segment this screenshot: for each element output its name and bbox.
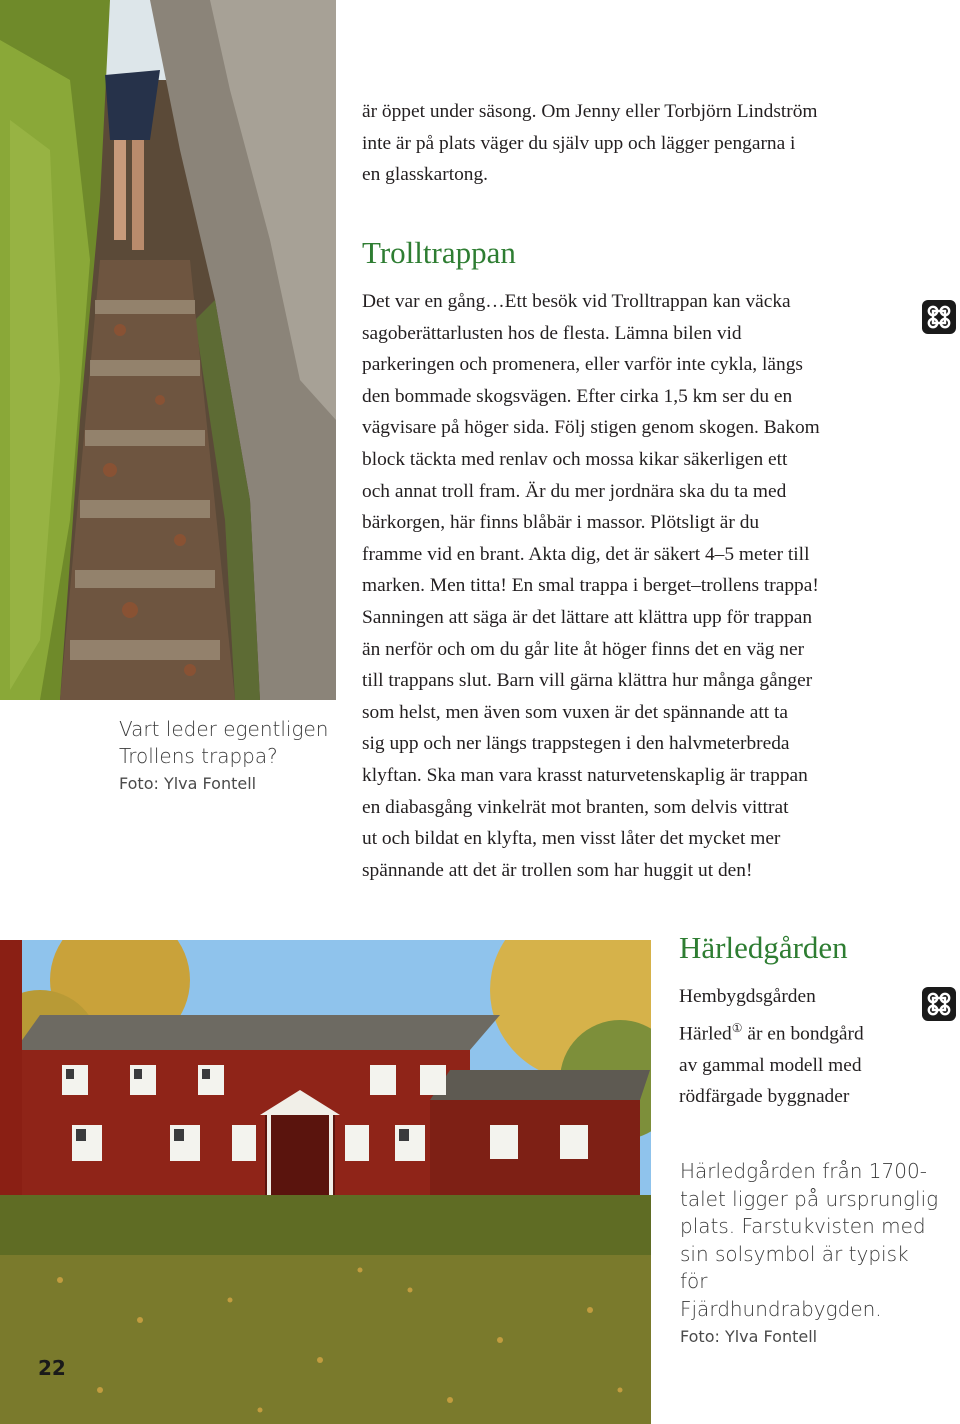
text-line: Sanningen att säga är det lättare att klättra upp för trappan bbox=[362, 606, 813, 628]
text-line: framme vid en brant. Akta dig, det är säkert 4–5 meter till bbox=[362, 543, 810, 565]
map-marker-icon: ① bbox=[731, 1020, 743, 1035]
text-line: den bommade skogsvägen. Efter cirka 1,5 km ser du en bbox=[362, 385, 793, 407]
text-line: av gammal modell med bbox=[679, 1054, 862, 1076]
text-line: är öppet under säsong. Om Jenny eller Torbjörn Lindström bbox=[362, 101, 818, 122]
trolltrappan-paragraph bbox=[362, 286, 910, 886]
text-line: och annat troll fram. Är du mer jordnära ska du ta med bbox=[362, 480, 787, 502]
text-line: en diabasgång vinkelrät mot branten, som delvis vittrat bbox=[362, 796, 789, 818]
text-line: Hembygdsgården bbox=[679, 986, 816, 1007]
caption-line: Vart leder egentligen bbox=[119, 717, 329, 741]
text-line: Det var en gång…Ett besök vid Trolltrappan kan väcka bbox=[362, 291, 791, 312]
trolltrappan-photo-caption bbox=[119, 716, 329, 796]
text-line: inte är på plats väger du själv upp och lägger pengarna i bbox=[362, 132, 796, 154]
trolltrappan-heading: Trolltrappan bbox=[362, 235, 516, 270]
page-number: 22 bbox=[38, 1356, 66, 1380]
text-line: klyftan. Ska man vara krasst naturvetenskaplig är trappan bbox=[362, 764, 808, 786]
text-line: som helst, men även som vuxen är det spännande att ta bbox=[362, 701, 788, 723]
trolltrappan-photo bbox=[0, 0, 336, 700]
text-line: block täckta med renlav och mossa kikar säkerligen ett bbox=[362, 448, 788, 470]
text-line: än nerför och om du går lite åt höger finns det en väg ner bbox=[362, 638, 805, 660]
text-fragment: är en bondgård bbox=[742, 1023, 864, 1045]
caption-line: Trollens trappa? bbox=[119, 744, 278, 768]
caption-line: Härledgården från 1700- bbox=[680, 1159, 927, 1183]
caption-line: plats. Farstukvisten med bbox=[680, 1214, 926, 1238]
text-line: till trappans slut. Barn vill gärna klättra hur många gånger bbox=[362, 670, 813, 692]
command-symbol-icon bbox=[922, 300, 956, 334]
text-line: vägvisare på höger sida. Följ stigen genom skogen. Bakom bbox=[362, 417, 820, 439]
text-line: spännande att det är trollen som har huggit ut den! bbox=[362, 859, 753, 881]
text-line: sagoberättarlusten hos de flesta. Lämna bilen vid bbox=[362, 322, 742, 344]
intro-paragraph bbox=[362, 96, 902, 191]
harledgarden-heading: Härledgården bbox=[679, 930, 848, 965]
caption-line: sin solsymbol är typisk för bbox=[680, 1241, 909, 1293]
text-line: marken. Men titta! En smal trappa i berget–trollens trappa! bbox=[362, 575, 819, 597]
text-line: en glasskartong. bbox=[362, 164, 489, 186]
text-line: rödfärgade byggnader bbox=[679, 1086, 850, 1108]
caption-line: Fjärdhundrabygden. bbox=[680, 1296, 882, 1321]
photo-credit: Foto: Ylva Fontell bbox=[119, 774, 257, 793]
text-line: bärkorgen, här finns blåbär i massor. Plötsligt är du bbox=[362, 512, 760, 534]
photo-credit: Foto: Ylva Fontell bbox=[680, 1327, 818, 1346]
text-line: ut och bildat en klyfta, men visst låter det mycket mer bbox=[362, 828, 781, 850]
caption-line: talet ligger på ursprunglig bbox=[680, 1186, 939, 1211]
place-name: Härled bbox=[679, 1023, 732, 1045]
text-line: parkeringen och promenera, eller varför inte cykla, längs bbox=[362, 354, 803, 376]
text-line: sig upp och ner längs trappstegen i den halvmeterbreda bbox=[362, 733, 790, 755]
harledgarden-photo-caption bbox=[680, 1158, 940, 1349]
text-line bbox=[679, 1013, 919, 1050]
harledgarden-paragraph bbox=[679, 981, 919, 1113]
command-symbol-icon bbox=[922, 987, 956, 1021]
harledgarden-photo bbox=[0, 940, 651, 1424]
